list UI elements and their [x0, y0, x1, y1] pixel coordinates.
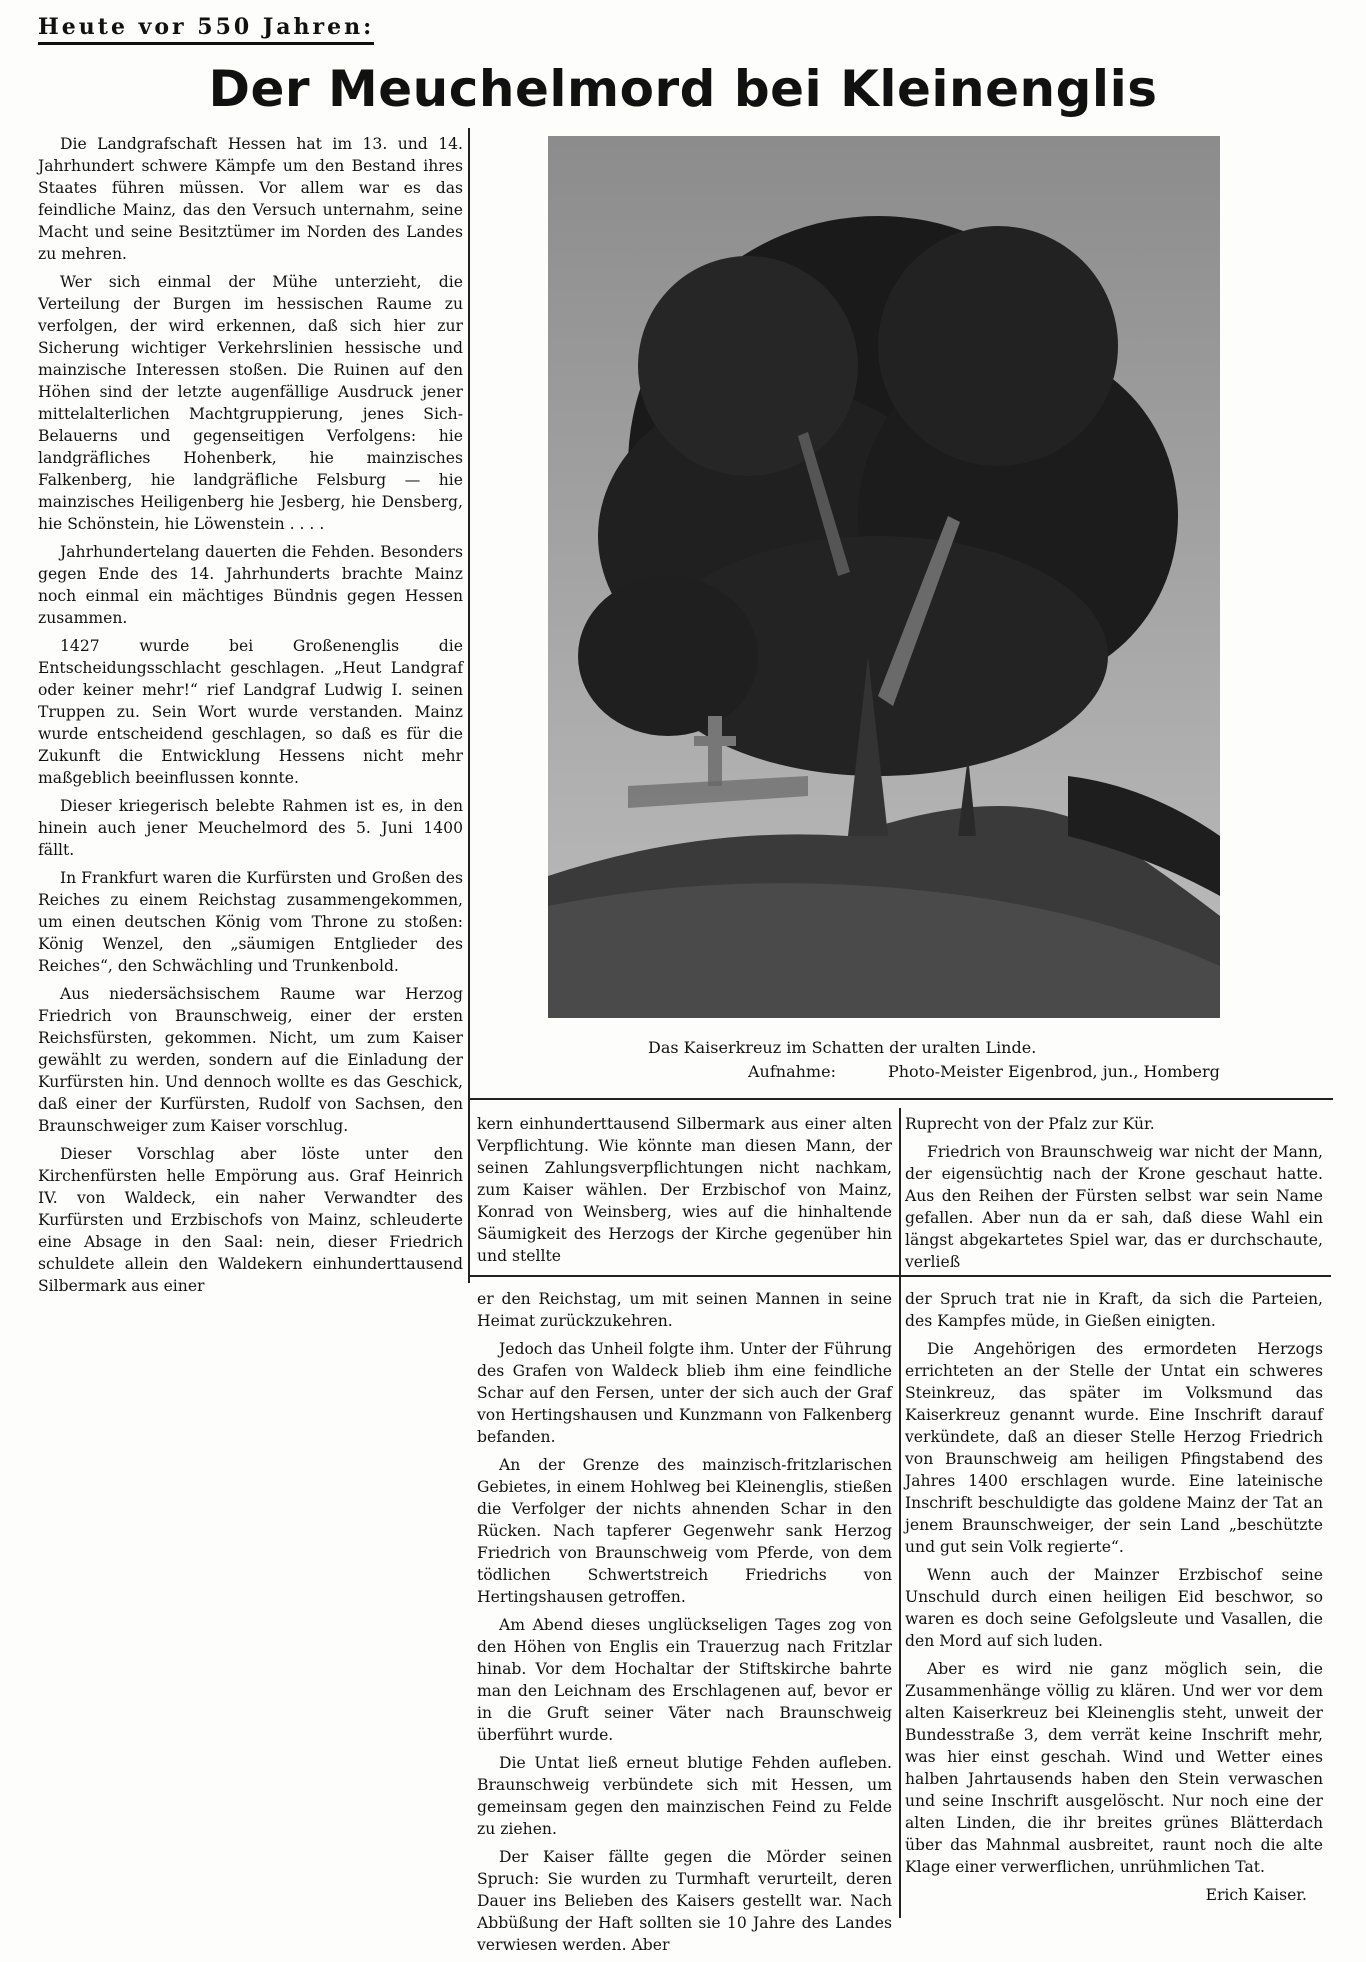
- article-column-3-bottom: [905, 1288, 1323, 1906]
- photo-credit: [548, 1060, 1288, 1084]
- paragraph: Aber es wird nie ganz möglich sein, die Zusammenhänge völlig zu klären. Und wer vor dem alten Kaiserkreuz bei Kleinenglis steht, unweit der Bundesstraße 3, dem verrät keine Inschrift mehr, was hier einst geschah. Wind und Wetter eines halben Jahrtausends haben den Stein verwaschen und seine Inschrift ausgelöscht. Nur noch eine der alten Linden, die ihr breites grünes Blätterdach über das Mahnmal ausbreitet, raunt noch die alte Klage einer verwerflichen, unrühmlichen Tat.: [905, 1660, 1323, 1876]
- article-column-2-top: [477, 1113, 892, 1273]
- credit-label: Aufnahme:: [748, 1062, 836, 1081]
- linden-tree-photo: [548, 136, 1220, 1018]
- article-column-3-top: [905, 1113, 1323, 1279]
- paragraph: Am Abend dieses unglückseligen Tages zog von den Höhen von Englis ein Trauerzug nach Fritzlar hinab. Vor dem Hochaltar der Stiftskirche bahrte man den Leichnam des Erschlagenen auf, bevor er in die Gruft seiner Väter nach Braunschweig überführt wurde.: [477, 1616, 892, 1744]
- paragraph: Jahrhundertelang dauerten die Fehden. Besonders gegen Ende des 14. Jahrhunderts brachte Mainz noch einmal ein mächtiges Bündnis gegen Hessen zusammen.: [38, 543, 463, 627]
- paragraph: Jedoch das Unheil folgte ihm. Unter der Führung des Grafen von Waldeck blieb ihm eine feindliche Schar auf den Fersen, unter der sich auch der Graf von Hertingshausen und Kunzmann von Falkenberg befanden.: [477, 1340, 892, 1446]
- paragraph: In Frankfurt waren die Kurfürsten und Großen des Reiches zu einem Reichstag zusammengekommen, um einen deutschen König vom Throne zu stoßen: König Wenzel, den „säumigen Entglieder des Reiches“, den Schwächling und Trunkenbold.: [38, 869, 463, 975]
- paragraph: An der Grenze des mainzisch-fritzlarischen Gebietes, in einem Hohlweg bei Kleinenglis, stießen die Verfolger der nichts ahnenden Schar in den Rücken. Nach tapferer Gegenwehr sank Herzog Friedrich von Braunschweig vom Pferde, von dem tödlichen Schwertstreich Friedrichs von Hertingshausen getroffen.: [477, 1456, 892, 1606]
- tree-illustration: [548, 136, 1220, 1018]
- section-divider: [468, 1098, 1333, 1100]
- paragraph: Dieser Vorschlag aber löste unter den Kirchenfürsten helle Empörung aus. Graf Heinrich IV. von Waldeck, ein naher Verwandter des Kurfürsten und Erzbischofs von Mainz, schleuderte eine Absage in den Saal: nein, dieser Friedrich schuldete allein den Waldekern einhunderttausend Silbermark aus einer: [38, 1145, 463, 1295]
- caption-text: Das Kaiserkreuz im Schatten der uralten Linde.: [648, 1038, 1037, 1057]
- article-column-2-bottom: [477, 1288, 892, 1962]
- paragraph: Dieser kriegerisch belebte Rahmen ist es, in den hinein auch jener Meuchelmord des 5. Juni 1400 fällt.: [38, 797, 463, 859]
- paragraph: Wenn auch der Mainzer Erzbischof seine Unschuld durch einen heiligen Eid beschwor, so waren es doch seine Gefolgsleute und Vasallen, die den Mord auf sich luden.: [905, 1566, 1323, 1650]
- paragraph: Friedrich von Braunschweig war nicht der Mann, der eigensüchtig nach der Krone geschaut hatte. Aus den Reihen der Fürsten selbst war sein Name gefallen. Aber nun da er sah, daß diese Wahl ein längst abgekartetes Spiel war, das er durchschaute, verließ: [905, 1143, 1323, 1271]
- credit-name: Photo-Meister Eigenbrod, jun., Homberg: [887, 1062, 1220, 1081]
- article-kicker: Heute vor 550 Jahren:: [38, 14, 374, 45]
- photo-caption: [548, 1036, 1288, 1084]
- author-signature: Erich Kaiser.: [1205, 1886, 1307, 1904]
- paragraph: Der Kaiser fällte gegen die Mörder seinen Spruch: Sie wurden zu Turmhaft verurteilt, deren Dauer ins Belieben des Kaisers gestellt war. Nach Abbüßung der Haft sollten sie 10 Jahre des Landes verwiesen werden. Aber: [477, 1848, 892, 1954]
- paragraph: Ruprecht von der Pfalz zur Kür.: [905, 1115, 1155, 1133]
- paragraph: Wer sich einmal der Mühe unterzieht, die Verteilung der Burgen im hessischen Raume zu verfolgen, der wird erkennen, daß sich hier zur Sicherung wichtiger Verkehrslinien hessische und mainzische Interessen stoßen. Die Ruinen auf den Höhen sind der letzte augenfällige Ausdruck jener mittelalterlichen Machtgruppierung, jenes Sich-Belauerns und gegenseitigen Verfolgens: hie landgräfliches Hohenberk, hie mainzisches Falkenberg, hie landgräfliche Felsburg — hie mainzisches Heiligenberg hie Jesberg, hie Densberg, hie Schönstein, hie Löwenstein . . . .: [38, 273, 463, 533]
- paragraph: Aus niedersächsischem Raume war Herzog Friedrich von Braunschweig, einer der ersten Reichsfürsten, gekommen. Nicht, um zum Kaiser gewählt zu werden, sondern auf die Einladung der Kurfürsten hin. Und dennoch wollte es das Geschick, daß einer der Kurfürsten, Rudolf von Sachsen, den Braunschweiger zum Kaiser vorschlug.: [38, 985, 463, 1135]
- article-column-1: [38, 133, 463, 1303]
- paragraph: kern einhunderttausend Silbermark aus einer alten Verpflichtung. Wie könnte man diesen Mann, der seinen Zahlungsverpflichtungen nicht nachkam, zum Kaiser wählen. Der Erzbischof von Mainz, Konrad von Weinsberg, wies auf die hinhaltende Säumigkeit des Herzogs der Kirche gegenüber hin und stellte: [477, 1115, 892, 1265]
- paragraph: Die Landgrafschaft Hessen hat im 13. und 14. Jahrhundert schwere Kämpfe um den Bestand ihres Staates führen müssen. Vor allem war es das feindliche Mainz, das den Versuch unternahm, seine Macht und seine Besitztümer im Norden des Landes zu mehren.: [38, 135, 463, 263]
- column-divider: [468, 128, 470, 1283]
- paragraph: Die Angehörigen des ermordeten Herzogs errichteten an der Stelle der Untat ein schweres Steinkreuz, das später im Volksmund das Kaiserkreuz genannt wurde. Eine Inschrift darauf verkündete, daß an dieser Stelle Herzog Friedrich von Braunschweig am heiligen Pfingstabend des Jahres 1400 erschlagen wurde. Eine lateinische Inschrift beschuldigte das goldene Mainz der Tat an jenem Braunschweiger, der sein Land „beschützte und gut sein Volk regierte“.: [905, 1340, 1323, 1556]
- article-headline: Der Meuchelmord bei Kleinenglis: [208, 60, 1158, 118]
- paragraph: 1427 wurde bei Großenenglis die Entscheidungsschlacht geschlagen. „Heut Landgraf oder keiner mehr!“ rief Landgraf Ludwig I. seinen Truppen zu. Sein Wort wurde verstanden. Mainz wurde entscheidend geschlagen, so daß es für die Zukunft die Entwicklung Hessens nicht mehr maßgeblich beeinflussen konnte.: [38, 637, 463, 787]
- paragraph: Die Untat ließ erneut blutige Fehden aufleben. Braunschweig verbündete sich mit Hessen, um gemeinsam gegen den mainzischen Feind zu Felde zu ziehen.: [477, 1754, 892, 1838]
- paragraph: er den Reichstag, um mit seinen Mannen in seine Heimat zurückzukehren.: [477, 1290, 892, 1330]
- paragraph: der Spruch trat nie in Kraft, da sich die Parteien, des Kampfes müde, in Gießen einigten.: [905, 1290, 1323, 1330]
- column-divider: [899, 1108, 901, 1918]
